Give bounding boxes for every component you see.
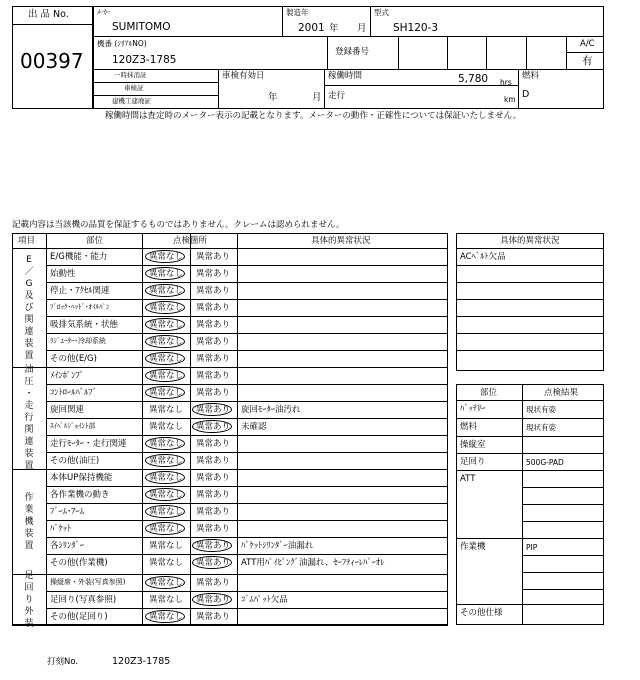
row-abnormal-option: 異常あり	[196, 541, 231, 551]
table-head-detail: 具体的異常状況	[311, 236, 371, 246]
temp-cert-label: 一時抹消証	[114, 71, 147, 79]
hours-label: 稼働時間	[328, 71, 363, 81]
row-normal-option: 異常なし	[149, 354, 184, 364]
selection-circle	[145, 369, 185, 382]
row-abnormal-option: 異常あり	[196, 303, 231, 313]
row-normal-option: 異常なし	[149, 286, 184, 296]
selection-circle	[145, 267, 185, 280]
row-abnormal-option: 異常あり	[196, 524, 231, 534]
result-head-value: 点検結果	[544, 388, 579, 398]
lot-number: 00397	[20, 49, 84, 73]
table-head-part: 部位	[86, 236, 104, 246]
row-part: ｺﾝﾄﾛｰﾙﾊﾞﾙﾌﾞ	[50, 388, 97, 398]
selection-circle	[145, 386, 185, 399]
hours-value: 5,780	[458, 73, 489, 85]
selection-circle	[145, 318, 185, 331]
row-part: その他(E/G)	[50, 354, 97, 364]
row-part: 旋回関連	[50, 405, 85, 415]
row-part: 足回り(写真参照)	[50, 595, 117, 605]
result-row-value: PIP	[526, 543, 538, 552]
row-part: その他(油圧)	[50, 456, 100, 466]
ac-label: A/C	[580, 39, 595, 49]
serial-value: 120Z3-1785	[112, 54, 177, 66]
row-abnormal-option: 異常あり	[196, 269, 231, 279]
month-unit: 月	[357, 23, 367, 34]
hours-note: 稼働時間は査定時のメーター表示の記載となります。メーターの動作・正確性については保証いたしません。	[105, 111, 522, 121]
group-label-char: び	[24, 302, 34, 313]
row-normal-option: 異常なし	[149, 558, 184, 568]
row-part: 走行ﾓｰﾀｰ・走行関連	[50, 439, 127, 449]
disclaimer-text: 記載内容は当該機の品質を保証するものではありません。クレームは認められません。	[12, 220, 345, 230]
row-abnormal-option: 異常あり	[196, 252, 231, 262]
model-label: 型式	[374, 8, 389, 17]
row-abnormal-option: 異常あり	[196, 439, 231, 449]
table-head-check: 点検箇所	[173, 236, 208, 246]
row-abnormal-option: 異常あり	[196, 578, 231, 588]
maker-value: SUMITOMO	[112, 21, 171, 33]
row-detail: 旋回ﾓｰﾀｰ油汚れ	[241, 405, 301, 415]
group-label-char: 及	[24, 290, 34, 301]
row-normal-option: 異常なし	[149, 269, 184, 279]
selection-circle	[145, 505, 185, 518]
row-normal-option: 異常なし	[149, 456, 184, 466]
group-label-char: 連	[24, 437, 34, 447]
group-label-char: 装	[24, 449, 34, 459]
selection-circle	[145, 576, 185, 589]
result-row-value: 現状有姿	[526, 423, 556, 432]
ac-value: 有	[582, 55, 593, 67]
row-part: ﾊﾞｹｯﾄ	[50, 524, 72, 534]
selection-circle	[192, 593, 232, 606]
year-label: 製造年	[286, 8, 309, 17]
row-abnormal-option: 異常あり	[196, 388, 231, 398]
table-head-category: 項目	[18, 236, 36, 246]
group-label-char: 置	[24, 461, 34, 471]
km-label: 走行	[328, 91, 346, 101]
group-label-char: 作	[24, 492, 34, 503]
row-part: その他(作業機)	[50, 558, 108, 568]
fuel-label: 燃料	[522, 71, 540, 81]
fuel-value: D	[522, 89, 530, 100]
selection-circle	[145, 610, 185, 623]
model-value: SH120-3	[393, 22, 439, 34]
group-label-char: 装	[24, 338, 34, 349]
group-label-char: 足	[24, 570, 34, 581]
result-row-value: 500G-PAD	[526, 458, 564, 467]
row-part: ﾌﾞﾛｯｸ･ﾍｯﾄﾞ･ｵｲﾙﾊﾟﾝ	[50, 303, 110, 311]
inspection-month-unit: 月	[312, 92, 322, 103]
year-unit: 年	[329, 23, 339, 34]
stamp-label: 打刻No.	[47, 657, 79, 667]
row-normal-option: 異常なし	[149, 371, 184, 381]
group-label	[22, 254, 36, 362]
row-abnormal-option: 異常あり	[196, 612, 231, 622]
row-normal-option: 異常なし	[149, 595, 184, 605]
detail-item: ACﾍﾞﾙﾄ欠品	[460, 252, 506, 262]
group-label-char: 関	[24, 314, 34, 325]
group-label-char: 外	[24, 606, 34, 617]
selection-circle	[145, 454, 185, 467]
row-abnormal-option: 異常あり	[196, 456, 231, 466]
row-abnormal-option: 異常あり	[196, 405, 231, 415]
group-label-char: 置	[24, 540, 34, 551]
selection-circle	[192, 556, 232, 569]
row-abnormal-option: 異常あり	[196, 371, 231, 381]
row-normal-option: 異常なし	[149, 490, 184, 500]
result-head-part: 部位	[480, 388, 498, 398]
group-label-char: 連	[24, 326, 34, 337]
row-normal-option: 異常なし	[149, 541, 184, 551]
vehicle-cert-label: 車検証	[124, 84, 144, 92]
inspection-year-unit: 年	[268, 92, 278, 103]
row-detail: ATT用ﾊﾟｲﾋﾟﾝｸﾞ油漏れ、ｾｰﾌﾃｨｰﾚﾊﾞｰｵﾚ	[241, 558, 385, 568]
group-label	[22, 364, 36, 472]
result-row-label: 作業機	[460, 542, 486, 552]
row-detail: 未確認	[241, 422, 267, 432]
row-abnormal-option: 異常あり	[196, 286, 231, 296]
group-label-char: E	[26, 254, 32, 265]
row-abnormal-option: 異常あり	[196, 490, 231, 500]
group-label-char: 置	[24, 350, 34, 361]
row-abnormal-option: 異常あり	[196, 473, 231, 483]
group-label-char: ・	[24, 389, 34, 399]
row-normal-option: 異常なし	[149, 337, 184, 347]
selection-circle	[145, 335, 185, 348]
selection-circle	[145, 284, 185, 297]
group-label-char: 回	[24, 582, 34, 593]
row-normal-option: 異常なし	[149, 524, 184, 534]
row-normal-option: 異常なし	[149, 507, 184, 517]
result-row-label: 操縦室	[460, 440, 486, 450]
selection-circle	[145, 301, 185, 314]
work-vehicle-label: 建機工建廃証	[112, 97, 151, 105]
row-abnormal-option: 異常あり	[196, 595, 231, 605]
row-abnormal-option: 異常あり	[196, 558, 231, 568]
row-part: ﾒｲﾝﾎﾟﾝﾌﾟ	[50, 371, 85, 381]
row-normal-option: 異常なし	[149, 388, 184, 398]
km-unit: km	[504, 95, 516, 104]
row-part: 吸排気系統・状態	[50, 320, 119, 330]
hours-unit: hrs	[500, 78, 512, 87]
detail-table-head: 具体的異常状況	[500, 236, 560, 246]
row-part: 各作業機の動き	[50, 490, 110, 500]
group-label-char: 装	[24, 528, 34, 539]
stamp-value: 120Z3-1785	[112, 656, 171, 667]
group-label	[22, 570, 36, 630]
group-label-char: ／	[24, 266, 34, 277]
lot-number-label: 出 品 No.	[28, 9, 69, 20]
row-normal-option: 異常なし	[149, 473, 184, 483]
row-normal-option: 異常なし	[149, 578, 184, 588]
group-label-char: 業	[24, 504, 34, 515]
maker-label: ﾒｰｶｰ	[97, 8, 110, 16]
selection-circle	[145, 437, 185, 450]
row-part: 操縦席・外装(写真参照)	[50, 578, 126, 586]
result-row-value: 現状有姿	[526, 405, 556, 414]
row-normal-option: 異常なし	[149, 252, 184, 262]
row-part: その他(足回り)	[50, 612, 108, 622]
selection-circle	[145, 471, 185, 484]
group-label	[22, 492, 36, 552]
group-label-char: 油	[24, 365, 34, 375]
row-part: 始動性	[50, 269, 76, 279]
row-abnormal-option: 異常あり	[196, 422, 231, 432]
result-row-label: ATT	[460, 474, 476, 484]
row-normal-option: 異常なし	[149, 439, 184, 449]
row-detail: ｺﾞﾑﾊﾟｯﾄ欠品	[241, 595, 288, 605]
row-part: 停止・ｱｸｾﾙ関連	[50, 286, 110, 296]
group-label-char: G	[25, 278, 33, 289]
selection-circle	[145, 488, 185, 501]
row-abnormal-option: 異常あり	[196, 320, 231, 330]
serial-label: 機番 (ｼﾘｱﾙNO)	[97, 39, 147, 48]
row-part: 各ｼﾘﾝﾀﾞｰ	[50, 541, 85, 551]
selection-circle	[192, 403, 232, 416]
group-label-char: 装	[24, 618, 34, 629]
row-normal-option: 異常なし	[149, 320, 184, 330]
registration-label: 登録番号	[335, 47, 370, 57]
row-abnormal-option: 異常あり	[196, 354, 231, 364]
result-row-label: 足回り	[460, 457, 486, 467]
result-row-label: 燃料	[460, 422, 478, 432]
row-part: ｽｲﾍﾞﾙｼﾞｮｲﾝﾄ部	[50, 422, 96, 430]
group-label-char: 行	[24, 413, 34, 423]
row-part: ﾗｼﾞｴｰﾀｰ･冷却系統	[50, 337, 106, 345]
group-label-char: 機	[24, 516, 34, 527]
row-part: 本体UP保持機能	[50, 473, 113, 483]
result-row-label: ﾊﾞｯﾃﾘｰ	[460, 404, 486, 414]
group-label-char: り	[24, 594, 34, 605]
row-normal-option: 異常なし	[149, 303, 184, 313]
row-abnormal-option: 異常あり	[196, 507, 231, 517]
row-part: E/G機能・能力	[50, 252, 108, 262]
row-normal-option: 異常なし	[149, 405, 184, 415]
result-row-label: その他仕様	[460, 608, 503, 618]
group-label-char: 関	[24, 425, 34, 435]
group-label-char: 圧	[24, 377, 34, 387]
inspection-expiry-label: 車検有効日	[222, 71, 265, 81]
row-normal-option: 異常なし	[149, 612, 184, 622]
year-value: 2001	[298, 22, 325, 34]
selection-circle	[145, 522, 185, 535]
selection-circle	[145, 352, 185, 365]
row-abnormal-option: 異常あり	[196, 337, 231, 347]
row-normal-option: 異常なし	[149, 422, 184, 432]
row-detail: ﾊﾞｹｯﾄｼﾘﾝﾀﾞｰ油漏れ	[241, 541, 314, 551]
group-label-char: 走	[24, 401, 34, 411]
selection-circle	[192, 420, 232, 433]
selection-circle	[192, 539, 232, 552]
row-part: ﾌﾞｰﾑ･ｱｰﾑ	[50, 507, 85, 517]
selection-circle	[145, 250, 185, 263]
